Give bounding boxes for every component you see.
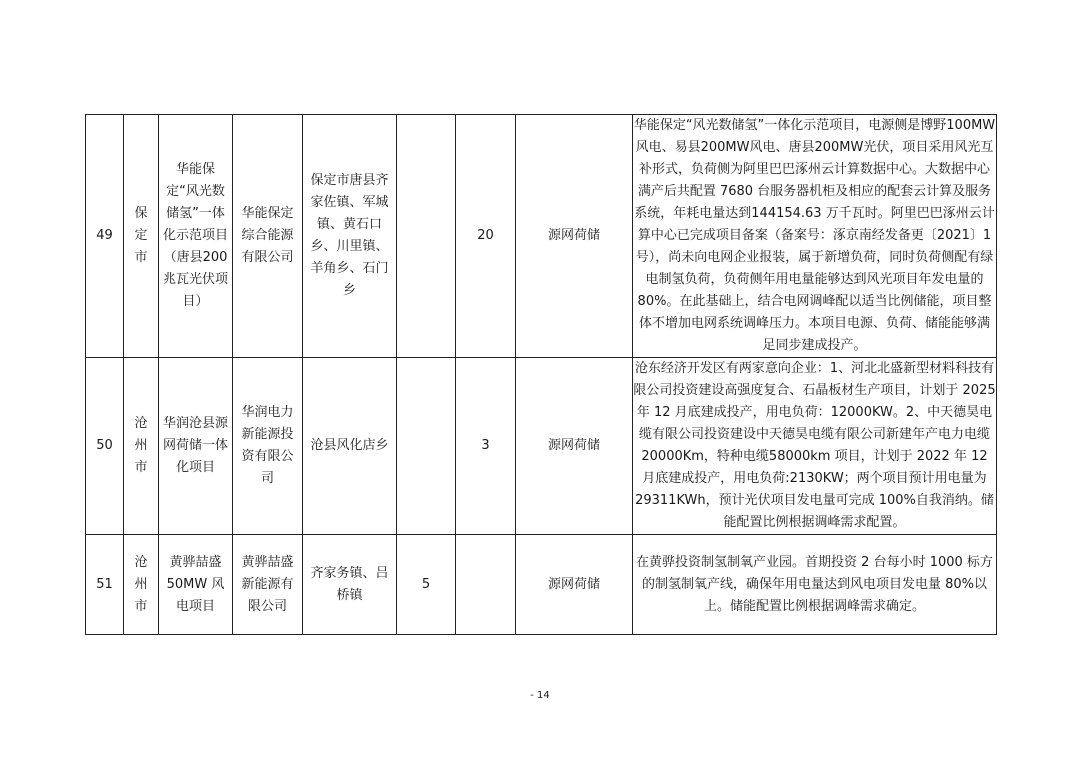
capacity [456, 535, 516, 635]
project-type: 源网荷储 [516, 115, 633, 358]
project-description: 华能保定“风光数储氢”一体化示范项目，电源侧是博野100MW风电、易县200MW风电、唐县200MW光伏，项目采用风光互补形式，负荷侧为阿里巴巴涿州云计算数据中心。大数据中心满产后共配置 7680 台服务器机柜及相应的配套云计算及服务系统，年耗电量达到144154.63 万千瓦时。阿里巴巴涿州云计算中心已完成项目备案（备案号：涿京南经发备更〔2021〕1号），尚未向电网企业报装，属于新增负荷，同时负荷侧配有绿电制氢负荷，负荷侧年用电量能够达到风光项目年发电量的 80%。在此基础上，结合电网调峰配以适当比例储能，项目整体不增加电网系统调峰压力。本项目电源、负荷、储能能够满足同步建成投产。 [633, 115, 997, 358]
company-name: 黄骅喆盛新能源有限公司 [233, 535, 303, 635]
location: 齐家务镇、吕桥镇 [303, 535, 397, 635]
capacity: 3 [456, 358, 516, 535]
table-row-49 [86, 115, 997, 358]
city-cell: 沧 州 市 [124, 535, 159, 635]
location: 保定市唐县齐家佐镇、军城镇、黄石口乡、川里镇、羊角乡、石门乡 [303, 115, 397, 358]
city-cell: 保 定 市 [124, 115, 159, 358]
extra-cell: 5 [397, 535, 456, 635]
row-number: 50 [86, 358, 124, 535]
project-table [85, 114, 997, 635]
row-number: 51 [86, 535, 124, 635]
location: 沧县风化店乡 [303, 358, 397, 535]
extra-cell [397, 358, 456, 535]
city-cell: 沧 州 市 [124, 358, 159, 535]
company-name: 华能保定综合能源有限公司 [233, 115, 303, 358]
project-description: 在黄骅投资制氢制氧产业园。首期投资 2 台每小时 1000 标方的制氢制氧产线，确保年用电量达到风电项目发电量 80%以上。储能配置比例根据调峰需求确定。 [633, 535, 997, 635]
project-type: 源网荷储 [516, 535, 633, 635]
project-description: 沧东经济开发区有两家意向企业：1、河北北盛新型材料科技有限公司投资建设高强度复合、石晶板材生产项目，计划于 2025 年 12 月底建成投产，用电负荷：12000KW。2、中天德昊电缆有限公司投资建设中天德昊电缆有限公司新建年产电力电缆 20000Km，特种电缆58000km 项目，计划于 2022 年 12 月底建成投产，用电负荷:2130KW；两个项目预计用电量为 29311KWh，预计光伏项目发电量可完成 100%自我消纳。储能配置比例根据调峰需求配置。 [633, 358, 997, 535]
project-name: 黄骅喆盛 50MW 风电项目 [159, 535, 233, 635]
page-number: - 14 [530, 690, 550, 701]
table-row-50 [86, 358, 997, 535]
table-row-51 [86, 535, 997, 635]
extra-cell [397, 115, 456, 358]
project-name: 华能保定“风光数储氢”一体化示范项目（唐县200兆瓦光伏项目） [159, 115, 233, 358]
capacity: 20 [456, 115, 516, 358]
company-name: 华润电力新能源投资有限公司 [233, 358, 303, 535]
project-type: 源网荷储 [516, 358, 633, 535]
row-number: 49 [86, 115, 124, 358]
project-name: 华润沧县源网荷储一体化项目 [159, 358, 233, 535]
